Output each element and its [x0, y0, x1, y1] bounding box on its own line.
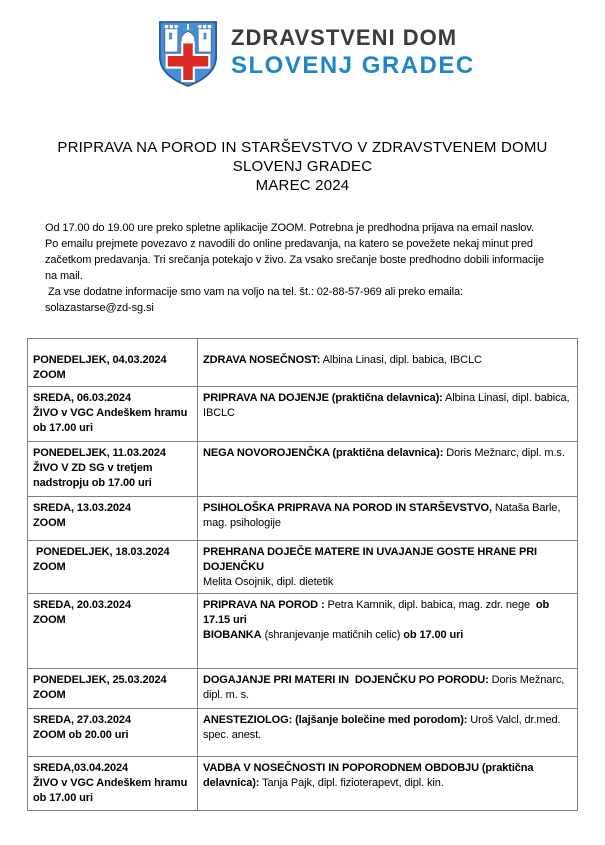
topic-text-segment: Melita Osojnik, dipl. dietetik — [203, 576, 334, 588]
topic-text-segment: Albina Linasi, dipl. babica, IBCLC — [203, 392, 573, 419]
page-title — [0, 138, 605, 195]
session-topic-cell — [198, 669, 578, 709]
session-date-cell — [28, 387, 198, 442]
session-topic-cell — [198, 497, 578, 541]
session-date-line: ZOOM — [33, 689, 66, 701]
session-date-cell — [28, 442, 198, 497]
topic-text-segment: PREHRANA DOJEČE MATERE IN UVAJANJE GOSTE HRANE PRI DOJENČKU — [203, 546, 540, 573]
session-date-cell — [28, 757, 198, 811]
logo-city-name: SLOVENJ GRADEC — [231, 52, 475, 79]
session-date-cell — [28, 339, 198, 387]
session-date-line: SREDA, 06.03.2024 — [33, 392, 131, 404]
topic-text-segment: Petra Kamnik, dipl. babica, mag. zdr. nege — [324, 599, 536, 611]
topic-text-segment: Uroš Valcl, dr.med. spec. anest. — [203, 714, 564, 741]
topic-text-segment: PRIPRAVA NA DOJENJE (praktična delavnica): — [203, 392, 443, 404]
topic-text-segment: NEGA NOVOROJENČKA (praktična delavnica): — [203, 447, 444, 459]
session-date-line: SREDA,03.04.2024 — [33, 762, 129, 774]
topic-text-segment: Nataša Barle, mag. psihologije — [203, 502, 564, 529]
topic-text-segment: (shranjevanje matičnih celic) — [261, 629, 404, 641]
table-row — [28, 387, 578, 442]
table-row — [28, 709, 578, 757]
page-title-line-3: MAREC 2024 — [255, 177, 350, 194]
topic-text-segment: Doris Mežnarc, dipl. m.s. — [443, 447, 565, 459]
intro-line: Po emailu prejmete povezavo z navodili do online predavanja, na katero se povežete nekaj minut pred — [45, 238, 533, 250]
session-date-line: ŽIVO v VGC Andeškem hramu — [33, 777, 188, 789]
session-date-cell — [28, 669, 198, 709]
topic-text-segment: Doris Mežnarc, dipl. m. s. — [203, 674, 568, 701]
table-row — [28, 757, 578, 811]
topic-text-segment: PSIHOLOŠKA PRIPRAVA NA POROD IN STARŠEVSTVO, — [203, 502, 492, 514]
contact-email: solazastarse@zd-sg.si — [45, 302, 154, 314]
topic-text-segment: BIOBANKA — [203, 629, 262, 641]
session-date-line: SREDA, 27.03.2024 — [33, 714, 131, 726]
logo-text — [231, 19, 475, 79]
topic-text-segment: ob 17.00 uri — [403, 629, 464, 641]
session-topic-cell — [198, 339, 578, 387]
topic-text-segment: DOGAJANJE PRI MATERI IN DOJENČKU PO PORODU: — [203, 674, 489, 686]
session-date-cell — [28, 594, 198, 669]
session-date-line: SREDA, 20.03.2024 — [33, 599, 131, 611]
table-row — [28, 669, 578, 709]
table-row — [28, 594, 578, 669]
table-row — [28, 541, 578, 594]
topic-text-segment: Albina Linasi, dipl. babica, IBCLC — [320, 354, 482, 366]
session-date-line: PONEDELJEK, 04.03.2024 — [33, 354, 167, 366]
session-topic-cell — [198, 541, 578, 594]
session-topic-cell — [198, 442, 578, 497]
session-date-line: PONEDELJEK, 11.03.2024 — [33, 447, 166, 459]
clinic-crest-icon — [158, 19, 218, 89]
intro-line: začetkom predavanja. Tri srečanja potekajo v živo. Za vsako srečanje boste predhodno dobili informacije — [45, 254, 545, 266]
schedule-table — [27, 338, 578, 811]
session-date-line: ZOOM — [33, 517, 66, 529]
session-date-line: PONEDELJEK, 18.03.2024 — [33, 546, 170, 558]
intro-line: Od 17.00 do 19.00 ure preko spletne aplikacije ZOOM. Potrebna je predhodna prijava na email naslov. — [45, 222, 534, 234]
session-topic-cell — [198, 387, 578, 442]
topic-text-segment: ob 17.15 uri — [203, 599, 553, 626]
session-date-line: ŽIVO v VGC Andeškem hramu — [33, 407, 188, 419]
intro-line: Za vse dodatne informacije smo vam na voljo na tel. št.: 02-88-57-969 ali preko emaila: — [45, 286, 463, 298]
topic-text-segment: VADBA V NOSEČNOSTI IN POPORODNEM OBDOBJU (praktična delavnica): — [203, 762, 537, 789]
page-title-line-2: SLOVENJ GRADEC — [232, 158, 373, 175]
table-row — [28, 442, 578, 497]
session-date-line: PONEDELJEK, 25.03.2024 — [33, 674, 167, 686]
topic-text-segment: PRIPRAVA NA POROD : — [203, 599, 325, 611]
logo-org-name: ZDRAVSTVENI DOM — [231, 25, 458, 50]
topic-text-segment: ZDRAVA NOSEČNOST: — [203, 354, 321, 366]
intro-text — [45, 220, 544, 316]
session-date-line: ŽIVO V ZD SG v tretjem — [33, 462, 153, 474]
session-date-line: nadstropju ob 17.00 uri — [33, 477, 152, 489]
session-topic-cell — [198, 709, 578, 757]
session-date-line: ZOOM — [33, 369, 66, 381]
session-topic-cell — [198, 594, 578, 669]
session-topic-cell — [198, 757, 578, 811]
session-date-cell — [28, 497, 198, 541]
clinic-logo — [158, 19, 475, 89]
session-date-line: ob 17.00 uri — [33, 792, 93, 804]
session-date-line: ZOOM — [33, 561, 66, 573]
session-date-line: ob 17.00 uri — [33, 422, 93, 434]
table-row — [28, 497, 578, 541]
topic-text-segment: Tanja Pajk, dipl. fizioterapevt, dipl. kin. — [259, 777, 444, 789]
page-title-line-1: PRIPRAVA NA POROD IN STARŠEVSTVO V ZDRAVSTVENEM DOMU — [57, 139, 548, 156]
session-date-line: SREDA, 13.03.2024 — [33, 502, 131, 514]
session-date-cell — [28, 709, 198, 757]
session-date-cell — [28, 541, 198, 594]
intro-line: na mail. — [45, 270, 83, 282]
table-row — [28, 339, 578, 387]
session-date-line: ZOOM — [33, 614, 66, 626]
topic-text-segment: ANESTEZIOLOG: (lajšanje bolečine med porodom): — [203, 714, 468, 726]
session-date-line: ZOOM ob 20.00 uri — [33, 729, 129, 741]
